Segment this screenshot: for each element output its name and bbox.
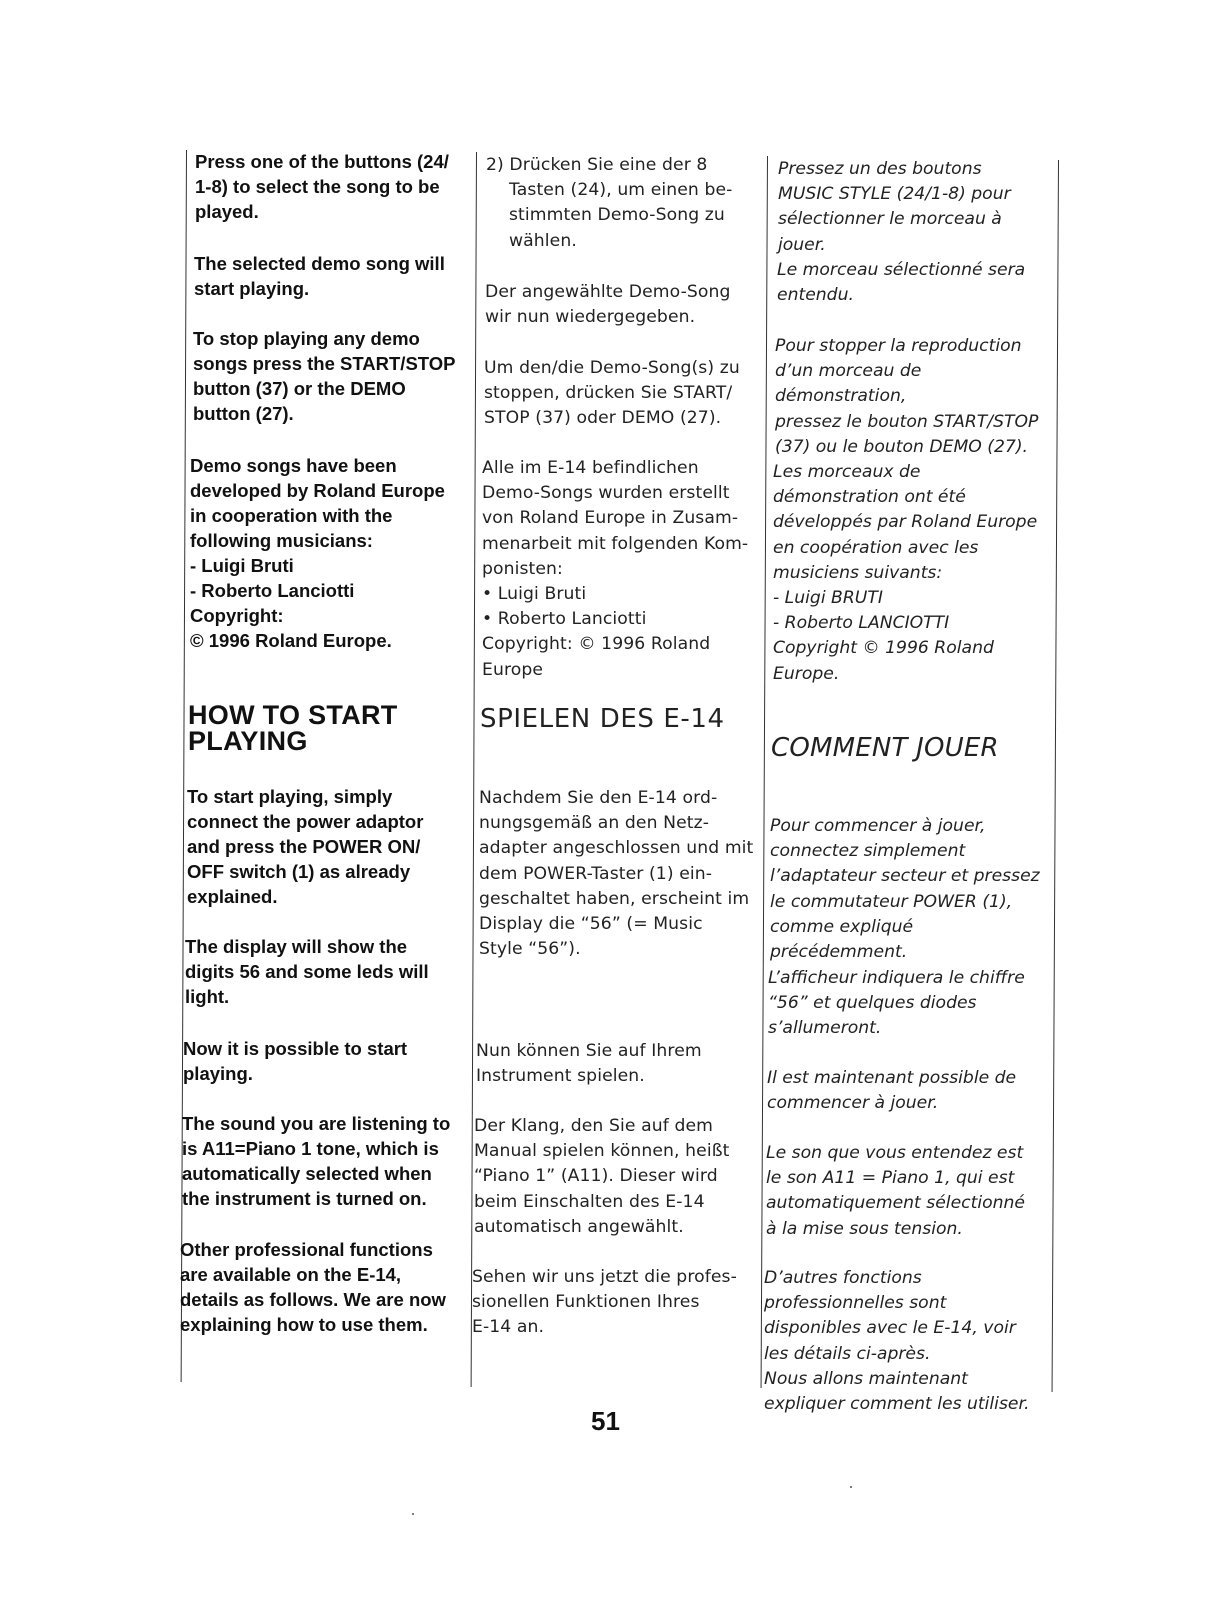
en-stop-demo-paragraph: To stop playing any demo songs press the START/STOP button (37) or the DEMO button (27). (193, 328, 456, 424)
en-song-starts-paragraph: The selected demo song will start playing. (194, 253, 445, 299)
fr-now-possible-paragraph: Il est maintenant possible de commencer à jouer. (767, 1068, 1017, 1114)
en-sound-paragraph: The sound you are listening to is A11=Piano 1 tone, which is automatically selected when the instrument is turned on. (182, 1113, 451, 1209)
fr-stop-demo-paragraph: Pour stopper la reproduction d’un morceau de démonstration, pressez le bouton START/STOP (37) ou le bouton DEMO (27). (775, 336, 1039, 457)
de-demo-credits-paragraph: Alle im E-14 befindlichen Demo-Songs wurden erstellt von Roland Europe in Zusam- menarbeit mit folgenden Kom- ponisten: • Luigi Bruti • Roberto Lanciotti Copyright: © 1996 Roland Europe (482, 458, 749, 680)
fr-song-starts-paragraph: Le morceau sélectionné sera entendu. (777, 260, 1026, 306)
scan-speck (850, 1486, 852, 1488)
de-start-playing-paragraph: Nachdem Sie den E-14 ord- nungsgemäß an den Netz- adapter angeschlossen und mit dem POWER-Taster (1) ein- geschaltet haben, erscheint im Display die “56” (= Music Style “56”). (479, 788, 754, 960)
en-section-heading: HOW TO START PLAYING (188, 700, 398, 756)
en-select-song-paragraph: Press one of the buttons (24/ 1-8) to select the song to be played. (195, 151, 449, 222)
fr-section-heading: COMMENT JOUER (771, 733, 999, 763)
en-other-functions-paragraph: Other professional functions are available on the E-14, details as follows. We are now explaining how to use them. (180, 1239, 446, 1335)
de-now-play-paragraph: Nun können Sie auf Ihrem Instrument spielen. (476, 1041, 702, 1087)
en-now-possible-paragraph: Now it is possible to start playing. (183, 1038, 408, 1084)
scan-speck (412, 1513, 414, 1515)
en-start-playing-paragraph: To start playing, simply connect the power adaptor and press the POWER ON/ OFF switch (1) as already explained. (187, 786, 424, 907)
de-other-functions-paragraph: Sehen wir uns jetzt die profes- sionellen Funktionen Ihres E-14 an. (472, 1267, 737, 1338)
de-sound-paragraph: Der Klang, den Sie auf dem Manual spielen können, heißt “Piano 1” (A11). Dieser wird beim Einschalten des E-14 automatisch angewählt. (474, 1116, 730, 1237)
en-demo-credits-paragraph: Demo songs have been developed by Roland Europe in cooperation with the following musicians: - Luigi Bruti - Roberto Lanciotti Copyright: © 1996 Roland Europe. (190, 455, 445, 651)
de-stop-demo-paragraph: Um den/die Demo-Song(s) zu stoppen, drücken Sie START/ STOP (37) oder DEMO (27). (484, 358, 740, 429)
fr-sound-paragraph: Le son que vous entendez est le son A11 = Piano 1, qui est automatiquement sélectionné à la mise sous tension. (766, 1143, 1025, 1239)
fr-demo-credits-paragraph: Les morceaux de démonstration ont été développés par Roland Europe en coopération avec les musiciens suivants: - Luigi BRUTI - Roberto LANCIOTTI Copyright © 1996 Roland Europe. (773, 462, 1038, 684)
fr-other-functions-paragraph: D’autres fonctions professionnelles sont disponibles avec le E-14, voir les détails ci-après. Nous allons maintenant expliquer comment les utiliser. (764, 1268, 1030, 1415)
de-select-song-paragraph: 2) Drücken Sie eine der 8 Tasten (24), um einen be- stimmten Demo-Song zu wählen. (486, 155, 733, 251)
page-number: 51 (591, 1406, 620, 1436)
fr-select-song-paragraph: Pressez un des boutons MUSIC STYLE (24/1-8) pour sélectionner le morceau à jouer. (778, 159, 1011, 255)
fr-display-paragraph: L’afficheur indiquera le chiffre “56” et quelques diodes s’allumeront. (768, 968, 1025, 1039)
de-song-starts-paragraph: Der angewählte Demo-Song wir nun wiedergegeben. (485, 282, 731, 328)
fr-start-playing-paragraph: Pour commencer à jouer, connectez simplement l’adaptateur secteur et pressez le commutateur POWER (1), comme expliqué précédemment. (770, 816, 1040, 963)
de-section-heading: SPIELEN DES E-14 (480, 704, 725, 734)
en-display-paragraph: The display will show the digits 56 and some leds will light. (185, 936, 429, 1007)
